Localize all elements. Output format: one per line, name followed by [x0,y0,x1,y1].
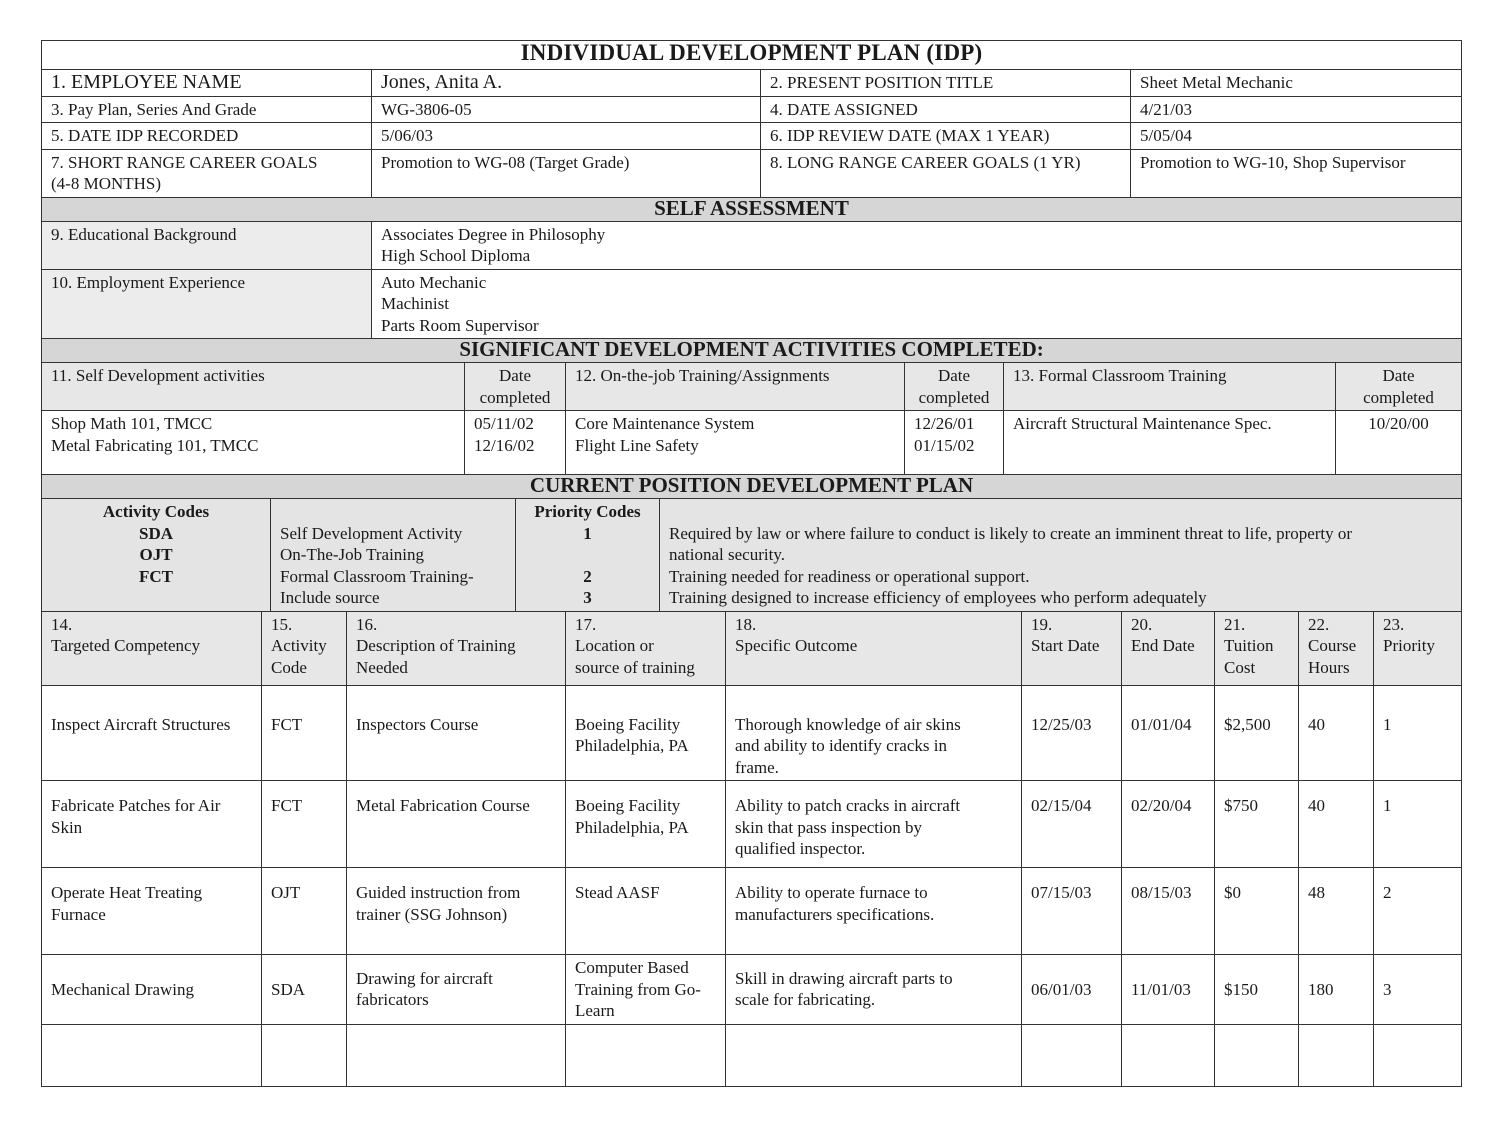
activity-description: On-The-Job Training [280,545,425,564]
self-dev-items [42,411,465,475]
row-course-hours: 40 [1299,781,1374,868]
activity-codes-label: Activity Codes [102,502,210,521]
self-dev-item: Shop Math 101, TMCC [51,414,213,433]
row-activity-code: OJT [262,868,347,955]
empty-cell [726,1024,1022,1086]
classroom-items [1004,411,1336,475]
empty-cell [347,1024,566,1086]
row-start-date: 07/15/03 [1022,868,1122,955]
date-assigned-value: 4/21/03 [1131,96,1462,123]
row-end-date: 02/20/04 [1122,781,1215,868]
row-end-date: 11/01/03 [1122,955,1215,1025]
row-description [347,685,566,781]
row-outcome-line: frame. [735,757,779,777]
self-assessment-heading: SELF ASSESSMENT [42,197,1462,221]
row-outcome-line: scale for fabricating. [735,990,876,1010]
empty-cell [1215,1024,1299,1086]
row-description-line: trainer (SSG Johnson) [356,904,508,924]
priority-description: Required by law or where failure to conduct is likely to create an imminent threat to life, property or [669,523,1353,543]
row-description-line: Drawing for aircraft [356,968,493,988]
row-outcome [726,868,1022,955]
experience-line: Parts Room Supervisor [381,315,539,335]
row-course-hours: 40 [1299,685,1374,781]
row-competency [42,685,262,781]
row-competency [42,955,262,1025]
date-header-line: Date [937,366,971,385]
row-location-line: Computer Based [575,958,689,977]
education-value [372,221,1462,269]
self-dev-date: 05/11/02 [474,414,534,433]
idp-form [41,40,1461,1087]
priority-description: Training needed for readiness or operational support. [669,566,1030,586]
classroom-date-header [1336,363,1462,411]
classroom-label: 13. Formal Classroom Training [1004,363,1336,411]
self-dev-item: Metal Fabricating 101, TMCC [51,435,259,455]
row-activity-code: FCT [262,685,347,781]
pay-plan-value: WG-3806-05 [372,96,761,123]
row-location-line: Philadelphia, PA [575,736,689,755]
form-title: INDIVIDUAL DEVELOPMENT PLAN (IDP) [42,41,1462,70]
ojt-item: Flight Line Safety [575,435,699,455]
ojt-item: Core Maintenance System [575,414,755,433]
pay-plan-label: 3. Pay Plan, Series And Grade [42,96,372,123]
row-outcome [726,685,1022,781]
empty-cell [566,1024,726,1086]
experience-line: Auto Mechanic [381,272,487,292]
row-location-line: Stead AASF [575,883,660,902]
activity-description: Include source [280,588,380,607]
row-course-hours: 48 [1299,868,1374,955]
col-header-hours: 22. Course Hours [1299,611,1374,685]
header-table [41,40,1462,339]
self-dev-date-header [465,363,566,411]
row-outcome [726,781,1022,868]
row-start-date: 06/01/03 [1022,955,1122,1025]
col-header-description: 16. Description of Training Needed [347,611,566,685]
priority-description: Training designed to increase efficiency of employees who perform adequately [669,588,1207,607]
row-location [566,955,726,1025]
employee-name-label: 1. EMPLOYEE NAME [42,70,372,97]
empty-cell [1122,1024,1215,1086]
review-date-value: 5/05/04 [1131,123,1462,150]
position-title-value: Sheet Metal Mechanic [1131,70,1462,97]
row-end-date: 08/15/03 [1122,868,1215,955]
row-description-line: Metal Fabrication Course [356,796,530,815]
row-competency [42,781,262,868]
ojt-dates [905,411,1004,475]
row-start-date: 12/25/03 [1022,685,1122,781]
empty-cell [1299,1024,1374,1086]
education-line: Associates Degree in Philosophy [381,224,606,244]
plan-empty-row [42,1024,1462,1086]
row-competency-line: Inspect Aircraft Structures [51,714,231,734]
date-header-line: Date [1382,366,1415,385]
row-tuition-cost: $0 [1215,868,1299,955]
priority-code: 2 [583,566,592,586]
row-outcome-line: and ability to identify cracks in [735,736,947,755]
row-priority: 1 [1374,685,1462,781]
date-recorded-value: 5/06/03 [372,123,761,150]
col-header-outcome: 18. Specific Outcome [726,611,1022,685]
row-outcome-line: manufacturers specifications. [735,904,935,924]
review-date-label: 6. IDP REVIEW DATE (MAX 1 YEAR) [761,123,1131,150]
classroom-dates [1336,411,1462,475]
codes-table [41,474,1462,612]
row-location-line: Boeing Facility [575,796,681,815]
row-course-hours: 180 [1299,955,1374,1025]
date-recorded-label: 5. DATE IDP RECORDED [42,123,372,150]
classroom-item: Aircraft Structural Maintenance Spec. [1013,414,1272,433]
row-location-line: Boeing Facility [575,714,681,734]
ojt-date: 12/26/01 [914,414,975,433]
row-description-line: Inspectors Course [356,714,479,734]
row-tuition-cost: $750 [1215,781,1299,868]
date-header-line: completed [918,387,990,407]
col-header-competency: 14. Targeted Competency [42,611,262,685]
row-competency-line: Fabricate Patches for Air [51,796,221,815]
ojt-date-header [905,363,1004,411]
employee-name-value: Jones, Anita A. [372,70,761,97]
row-activity-code: SDA [262,955,347,1025]
ojt-items [566,411,905,475]
row-description [347,781,566,868]
col-header-tuition: 21. Tuition Cost [1215,611,1299,685]
long-goals-label: 8. LONG RANGE CAREER GOALS (1 YR) [761,149,1131,197]
col-header-end-date: 20. End Date [1122,611,1215,685]
experience-label: 10. Employment Experience [42,269,372,339]
row-location-line: Learn [575,1001,615,1020]
plan-table [41,611,1462,1087]
experience-line: Machinist [381,294,449,313]
row-activity-code: FCT [262,781,347,868]
row-location [566,685,726,781]
priority-code: 3 [583,588,592,607]
date-header-line: completed [479,387,551,407]
activity-codes [42,499,271,612]
row-tuition-cost: $2,500 [1215,685,1299,781]
short-goals-label-line2: (4-8 MONTHS) [51,174,162,193]
row-outcome-line: skin that pass inspection by [735,817,922,837]
row-description-line: Guided instruction from [356,883,521,902]
row-description [347,955,566,1025]
row-location [566,868,726,955]
activity-descriptions [271,499,516,612]
plan-heading: CURRENT POSITION DEVELOPMENT PLAN [42,475,1462,499]
row-outcome-line: qualified inspector. [735,839,866,858]
col-header-priority: 23. Priority [1374,611,1462,685]
row-location-line: Philadelphia, PA [575,817,689,837]
completed-heading: SIGNIFICANT DEVELOPMENT ACTIVITIES COMPLETED: [42,339,1462,363]
education-line: High School Diploma [381,246,531,265]
priority-codes [516,499,660,612]
activity-description: Self Development Activity [280,523,463,543]
self-dev-label: 11. Self Development activities [42,363,465,411]
activity-code: SDA [138,523,173,543]
row-priority: 3 [1374,955,1462,1025]
plan-row [42,955,1462,1025]
plan-row [42,685,1462,781]
row-outcome-line: Skill in drawing aircraft parts to [735,968,953,988]
position-title-label: 2. PRESENT POSITION TITLE [761,70,1131,97]
empty-cell [262,1024,347,1086]
experience-value [372,269,1462,339]
ojt-label: 12. On-the-job Training/Assignments [566,363,905,411]
short-goals-label [42,149,372,197]
activity-description: Formal Classroom Training- [280,566,474,586]
row-outcome-line: Ability to operate furnace to [735,883,928,902]
priority-descriptions [660,499,1462,612]
short-goals-value: Promotion to WG-08 (Target Grade) [372,149,761,197]
empty-cell [1374,1024,1462,1086]
date-assigned-label: 4. DATE ASSIGNED [761,96,1131,123]
row-location-line: Training from Go- [575,979,701,999]
col-header-location: 17. Location or source of training [566,611,726,685]
ojt-date: 01/15/02 [914,435,975,455]
row-competency-line: Operate Heat Treating [51,883,203,902]
self-dev-dates [465,411,566,475]
plan-header-row [42,611,1462,685]
long-goals-value: Promotion to WG-10, Shop Supervisor [1131,149,1462,197]
row-tuition-cost: $150 [1215,955,1299,1025]
date-header-line: Date [498,366,532,385]
empty-cell [42,1024,262,1086]
row-outcome-line: Ability to patch cracks in aircraft [735,796,961,815]
priority-codes-label: Priority Codes [534,502,641,521]
col-header-activity-code: 15. Activity Code [262,611,347,685]
row-competency [42,868,262,955]
row-competency-line: Furnace [51,904,106,924]
plan-row [42,868,1462,955]
education-label: 9. Educational Background [42,221,372,269]
priority-description: national security. [669,545,785,564]
activity-code: FCT [139,566,173,586]
plan-row [42,781,1462,868]
row-competency-line: Skin [51,817,83,837]
row-outcome-line: Thorough knowledge of air skins [735,714,961,734]
priority-code: 1 [583,523,592,543]
row-outcome [726,955,1022,1025]
row-priority: 2 [1374,868,1462,955]
date-header-line: completed [1363,387,1434,407]
row-end-date: 01/01/04 [1122,685,1215,781]
row-description [347,868,566,955]
classroom-date: 10/20/00 [1368,414,1429,433]
self-dev-date: 12/16/02 [474,435,535,455]
row-priority: 1 [1374,781,1462,868]
completed-table [41,338,1462,475]
activity-code: OJT [139,545,173,564]
row-description-line: fabricators [356,990,429,1010]
empty-cell [1022,1024,1122,1086]
row-start-date: 02/15/04 [1022,781,1122,868]
col-header-start-date: 19. Start Date [1022,611,1122,685]
row-competency-line: Mechanical Drawing [51,979,195,999]
short-goals-label-line1: 7. SHORT RANGE CAREER GOALS [51,152,318,172]
row-location [566,781,726,868]
